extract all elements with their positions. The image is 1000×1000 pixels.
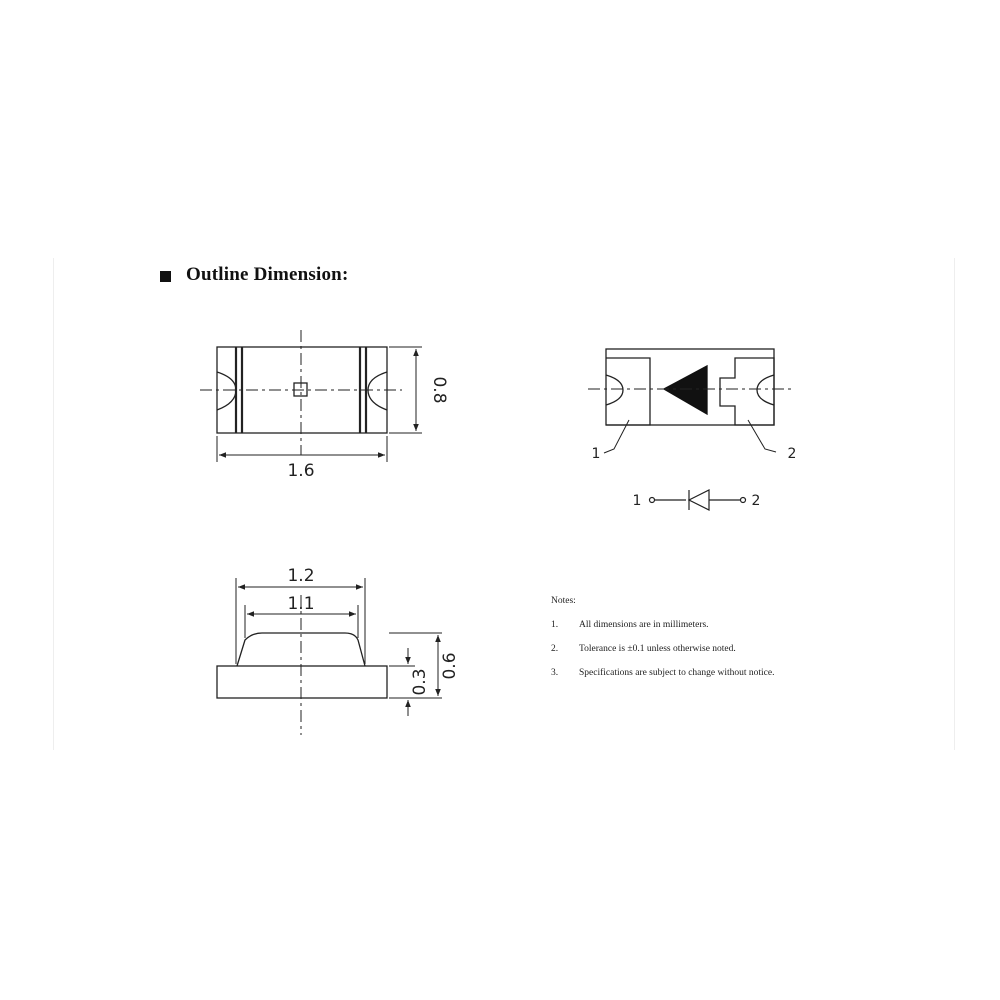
- schematic-pin1-terminal: [650, 498, 655, 503]
- dim-length-label: 1.6: [287, 461, 315, 481]
- top-view: [200, 330, 422, 462]
- diode-symbol-icon: [689, 490, 709, 510]
- note-number: 3.: [551, 668, 559, 678]
- polarity-pin2-label: 2: [787, 446, 797, 462]
- note-text: Specifications are subject to change without notice.: [579, 668, 775, 678]
- diode-schematic: [650, 490, 746, 510]
- cathode-notch: [606, 375, 623, 405]
- dim-total-height-label: 0.6: [440, 652, 460, 680]
- section-title: Outline Dimension:: [186, 264, 349, 285]
- notes-block: [551, 596, 774, 692]
- polarity-pin1-label: 1: [591, 446, 601, 462]
- side-view-base: [217, 666, 387, 698]
- schematic-pin2-terminal: [741, 498, 746, 503]
- dim-top-outer-label: 1.2: [287, 566, 315, 586]
- note-number: 2.: [551, 644, 559, 654]
- schematic-pin2-label: 2: [751, 493, 761, 509]
- note-item: [551, 620, 774, 630]
- polarity-triangle-icon: [664, 366, 707, 414]
- side-view: [217, 578, 442, 735]
- cathode-pad: [606, 358, 650, 425]
- note-text: Tolerance is ±0.1 unless otherwise noted.: [579, 644, 736, 654]
- note-item: [551, 644, 774, 654]
- polarity-view: [588, 349, 794, 453]
- right-terminal-notch: [368, 372, 387, 410]
- dim-top-inner-label: 1.1: [287, 594, 315, 614]
- notes-title: Notes:: [551, 596, 576, 606]
- note-item: [551, 668, 774, 678]
- note-number: 1.: [551, 620, 559, 630]
- left-terminal-notch: [217, 372, 236, 410]
- anode-notch: [757, 375, 774, 405]
- schematic-pin1-label: 1: [632, 493, 642, 509]
- dim-width-label: 0.8: [429, 376, 449, 404]
- dim-base-height-label: 0.3: [410, 668, 430, 696]
- anode-pad: [720, 358, 774, 425]
- note-text: All dimensions are in millimeters.: [579, 620, 709, 630]
